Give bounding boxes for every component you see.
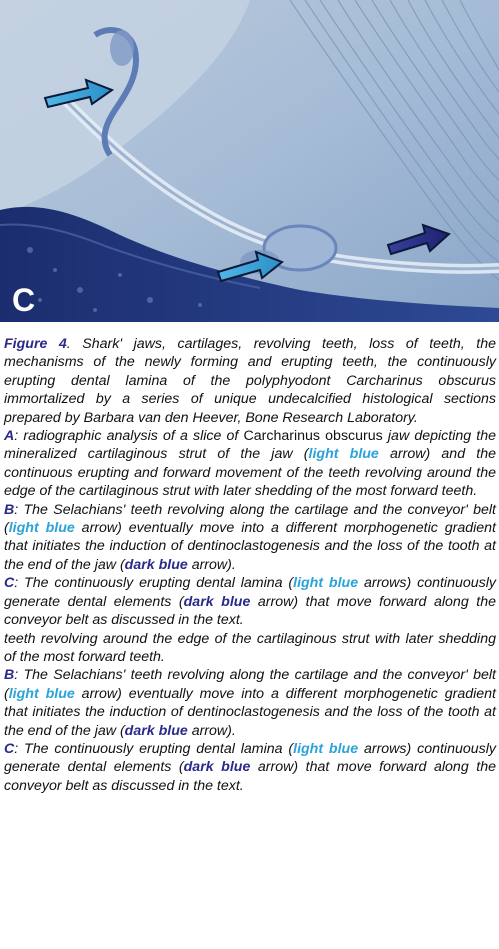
caption-item-b-repeat: B: The Selachians' teeth revolving along the cartilage and the conveyor' belt (light blue arrow) eventually move into a different morphogenetic gradient that initiates the induction of dentinoclastogenesis and the loss of the tooth at the end of the jaw (dark blue arrow). — [4, 667, 496, 739]
caption-item-c-repeat: C: The continuously erupting dental lamina (light blue arrows) continuously generate dental elements (dark blue arrow) that move forward along the conveyor belt as discussed in the text. — [4, 740, 496, 794]
caption-intro: Figure 4. Shark' jaws, cartilages, revolving teeth, loss of teeth, the mechanisms of the newly forming and erupting teeth, the continuously erupting dental lamina of the polyphyodont Carcharinus obscurus immortalized by a series of unique undecalcified histological sections prepared by Barbara van den Heever, Bone Research Laboratory. — [4, 336, 496, 426]
caption-item-c: C: The continuously erupting dental lamina (light blue arrows) continuously generate dental elements (dark blue arrow) that move forward along the conveyor belt as discussed in the text. — [4, 575, 496, 629]
caption-repeat-fragment: teeth revolving around the edge of the cartilaginous strut with later shedding of the most forward teeth. — [4, 630, 496, 665]
histology-figure — [0, 0, 499, 322]
figure-label: Figure 4 — [4, 336, 67, 352]
caption-item-a: A: radiographic analysis of a slice of Carcharinus obscurus jaw depicting the mineralized cartilaginous strut of the jaw (light blue arrow) and the continuous erupting and forward movement of the teeth revolving around the edge of the cartilaginous strut with later shedding of the most forward teeth. — [4, 428, 497, 500]
panel-label: C — [12, 282, 36, 318]
caption-item-b: B: The Selachians' teeth revolving along the cartilage and the conveyor' belt (light blue arrow) eventually move into a different morphogenetic gradient that initiates the induction of dentinoclastogenesis and the loss of the tooth at the end of the jaw (dark blue arrow). — [4, 501, 496, 573]
histology-image — [0, 0, 499, 322]
figure-caption — [4, 335, 496, 795]
